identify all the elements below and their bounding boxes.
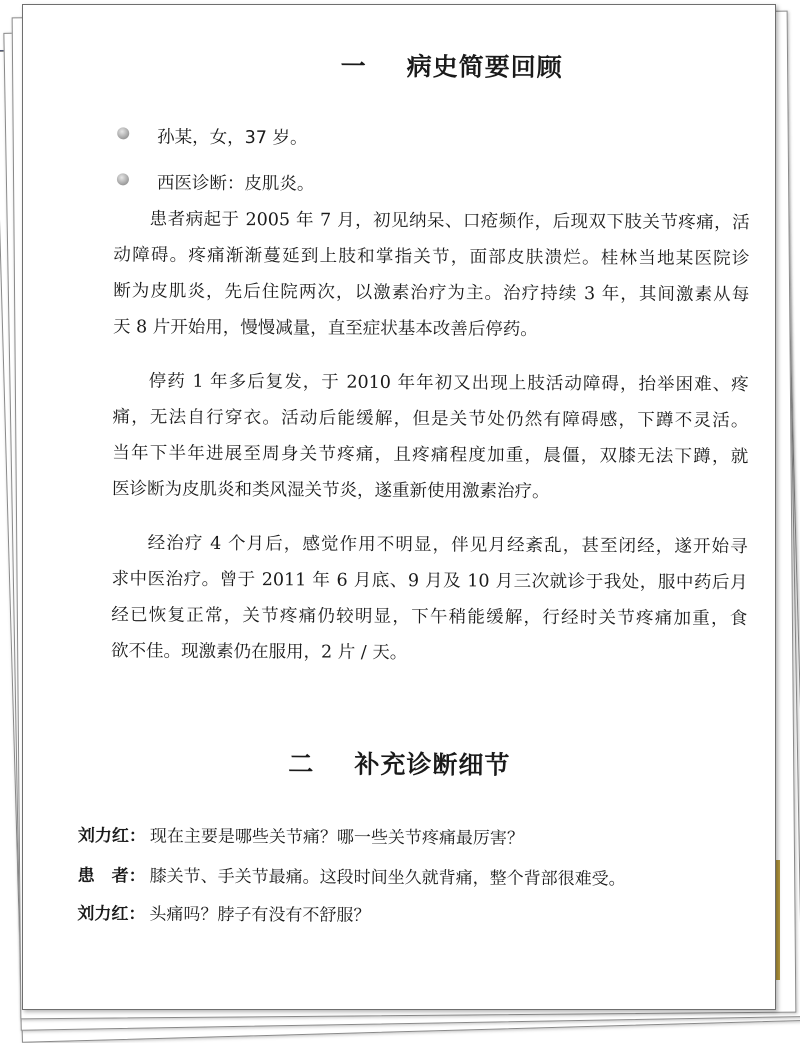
paragraph-line: 动障碍。疼痛渐渐蔓延到上肢和掌指关节，面部皮肤溃烂。桂林当地某医院诊 (113, 245, 750, 270)
paragraph (113, 201, 750, 349)
dialogue-speaker: 刘力红： (77, 826, 146, 847)
paragraph-line: 求中医治疗。曾于 2011 年 6 月底、9 月及 10 月三次就诊于我处，服中药后月 (111, 569, 748, 594)
section-number: 二 (288, 749, 315, 779)
bullet-dot-icon (117, 173, 129, 185)
paragraph-line: 天 8 片开始用，慢慢减量，直至症状基本改善后停药。 (112, 317, 538, 340)
paragraph-line: 患者病起于 2005 年 7 月，初见纳呆、口疮频作，后现双下肢关节疼痛，活 (149, 209, 750, 234)
bullet-text: 孙某，女，37 岁。 (157, 127, 308, 149)
page-content (17, 3, 775, 1012)
paragraph-line: 经已恢复正常，关节疼痛仍较明显，下午稍能缓解，行经时关节疼痛加重，食 (111, 605, 748, 630)
paragraph-line: 经治疗 4 个月后，感觉作用不明显，伴见月经紊乱，甚至闭经，遂开始寻 (147, 533, 748, 558)
paragraph-line: 断为皮肌炎，先后住院两次，以激素治疗为主。治疗持续 3 年，其间激素从每 (113, 281, 750, 306)
bullet-dot-icon (117, 127, 129, 139)
section-title: 病史简要回顾 (406, 52, 563, 83)
section-title: 补充诊断细节 (354, 749, 511, 780)
bullet-text: 西医诊断：皮肌炎。 (156, 173, 315, 195)
paragraph-line: 欲不佳。现激素仍在服用，2 片 / 天。 (110, 641, 408, 664)
paragraph-line: 停药 1 年多后复发，于 2010 年年初又出现上肢活动障碍，抬举困难、疼 (148, 371, 749, 396)
section-number: 一 (340, 51, 367, 81)
dialogue-text: 现在主要是哪些关节痛？哪一些关节疼痛最厉害？ (149, 826, 524, 849)
dialogue-text: 头痛吗？脖子有没有不舒服？ (149, 904, 371, 926)
dialogue-line (78, 861, 626, 889)
paragraph (112, 363, 749, 511)
paragraph-line: 痛，无法自行穿衣。活动后能缓解，但是关节处仍然有障碍感，下蹲不灵活。 (112, 407, 749, 432)
paragraph-line: 医诊断为皮肌炎和类风湿关节炎，遂重新使用激素治疗。 (111, 479, 550, 502)
dialogue-line (77, 899, 370, 926)
dialogue-text: 膝关节、手关节最痛。这段时间坐久就背痛，整个背部很难受。 (149, 866, 626, 890)
paragraph (111, 525, 748, 673)
dialogue-speaker: 刘力红： (77, 904, 146, 925)
section-heading-2 (288, 744, 510, 781)
dialogue-speaker: 患 者： (77, 866, 146, 887)
section-heading-1 (341, 47, 563, 84)
document-page (22, 4, 776, 1010)
dialogue-line (78, 821, 524, 849)
paragraph-line: 当年下半年进展至周身关节疼痛，且疼痛程度加重，晨僵，双膝无法下蹲，就 (112, 443, 749, 468)
